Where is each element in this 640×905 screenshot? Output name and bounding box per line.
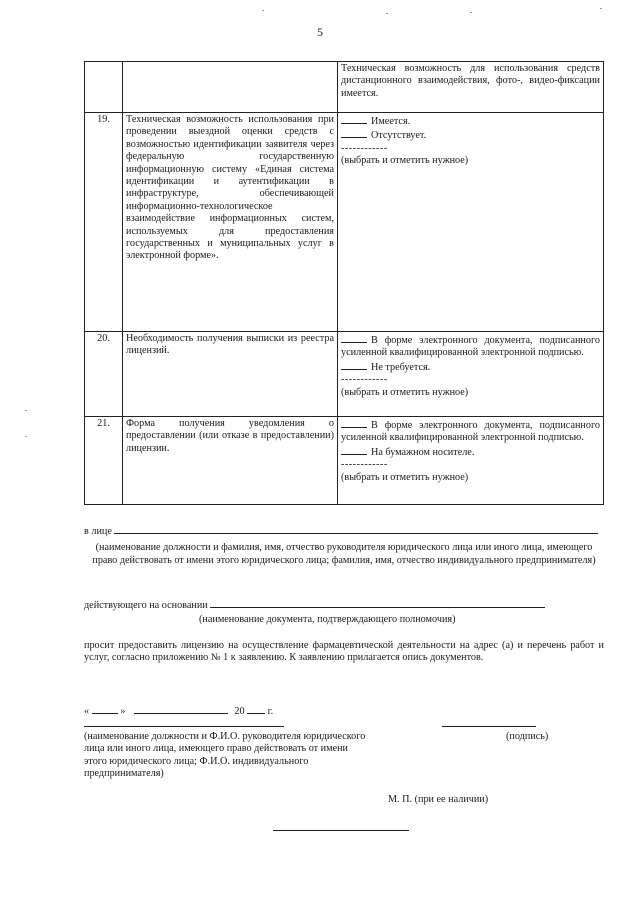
table-row [85,417,604,505]
year-prefix: 20 [234,706,245,717]
checkbox-blank[interactable] [341,333,367,343]
option-text: В форме электронного документа, подписанного усиленной квалифицированной электронной подписью. [341,420,600,444]
select-note: (выбрать и отметить нужное) [341,386,469,398]
option-item [341,418,600,445]
separator-dashes: ------------ [341,374,388,386]
row-options [338,113,604,332]
row-options [338,332,604,417]
open-quote: « [84,706,90,717]
row-description [123,62,338,113]
option-text: В форме электронного документа, подписанного усиленной квалифицированной электронной подписью. [341,335,600,359]
row-number [85,62,123,113]
day-field[interactable] [92,702,118,714]
option-text: На бумажном носителе. [371,446,475,458]
scan-mark [386,13,388,14]
select-note: (выбрать и отметить нужное) [341,471,469,483]
separator-dashes: ------------ [341,459,388,471]
applicant-prefix: в лице [84,526,112,537]
checkbox-blank[interactable] [341,445,367,455]
position-caption: (наименование должности и Ф.И.О. руководителя юридического лица или иного лица, имеющего право действовать от имени этого юридического лица; Ф.И.О. индивидуального предпринимателя) [84,731,366,780]
basis-prefix: действующего на основании [84,600,208,611]
scan-mark [262,10,264,11]
position-line[interactable] [84,726,284,727]
month-field[interactable] [134,702,228,714]
checkbox-blank[interactable] [341,360,367,370]
option-text: Имеется. [371,116,411,127]
year-field[interactable] [247,702,265,714]
separator-dashes: ------------ [341,142,388,154]
footer-line [273,830,409,831]
option-item [341,333,600,360]
date-line [84,702,604,718]
row-description: Необходимость получения выписки из реестра лицензий. [123,332,338,417]
row-number: 19. [85,113,123,332]
select-note: (выбрать и отметить нужное) [341,155,469,167]
checkbox-blank[interactable] [341,418,367,428]
license-form-table [84,61,604,505]
request-text: просит предоставить лицензию на осуществление фармацевтической деятельности на адрес (а) и перечень работ и услуг, согласно приложению № 1 к заявлению. К заявлению прилагается опись документов. [84,640,604,664]
row-number: 20. [85,332,123,417]
applicant-name-field[interactable] [114,522,598,534]
scan-mark [470,12,472,13]
scan-mark [25,436,27,437]
option-item [341,114,600,128]
close-quote: » [120,706,126,717]
scan-mark [600,8,602,9]
page-number: 5 [317,25,323,39]
applicant-section [84,522,604,567]
row-description: Техническая возможность использования при проведении выездной оценки средств с возможностью идентификации заявителя через федеральную государственную информационную систему «Единая система идентификации и аутентификации в инфраструктуре, обеспечивающей информационно-технологическое взаимодействие информационных систем, используемых для предоставления государственных и муниципальных услуг в электронной форме». [123,113,338,332]
table-row [85,62,604,113]
basis-section [84,596,604,627]
option-text: Не требуется. [371,361,431,373]
option-item [341,360,600,374]
scan-mark [25,410,27,411]
table-row [85,113,604,332]
row-number: 21. [85,417,123,505]
option-text: Отсутствует. [371,130,427,142]
option-item [341,445,600,459]
signature-line[interactable] [442,726,536,727]
applicant-line [84,522,604,538]
stamp-note: М. П. (при ее наличии) [388,794,489,805]
row-options [338,62,604,113]
basis-line [84,596,604,612]
basis-caption: (наименование документа, подтверждающего полномочия) [199,614,456,626]
checkbox-blank[interactable] [341,128,367,138]
applicant-caption: (наименование должности и фамилия, имя, отчество руководителя юридического лица или иного лица, имеющего право действовать от имени этого юридического лица; фамилия, имя, отчество индивидуального предпринимателя) [92,542,596,566]
row-options [338,417,604,505]
table-row [85,332,604,417]
option-item [341,128,600,142]
checkbox-blank[interactable] [341,114,367,124]
basis-document-field[interactable] [210,596,545,608]
row-description: Форма получения уведомления о предоставлении (или отказе в предоставлении) лицензии. [123,417,338,505]
option-text: Техническая возможность для использования средств дистанционного взаимодействия, фото-, видео-фиксации имеется. [341,63,600,99]
year-suffix: г. [267,706,274,717]
signature-caption: (подпись) [506,731,549,742]
